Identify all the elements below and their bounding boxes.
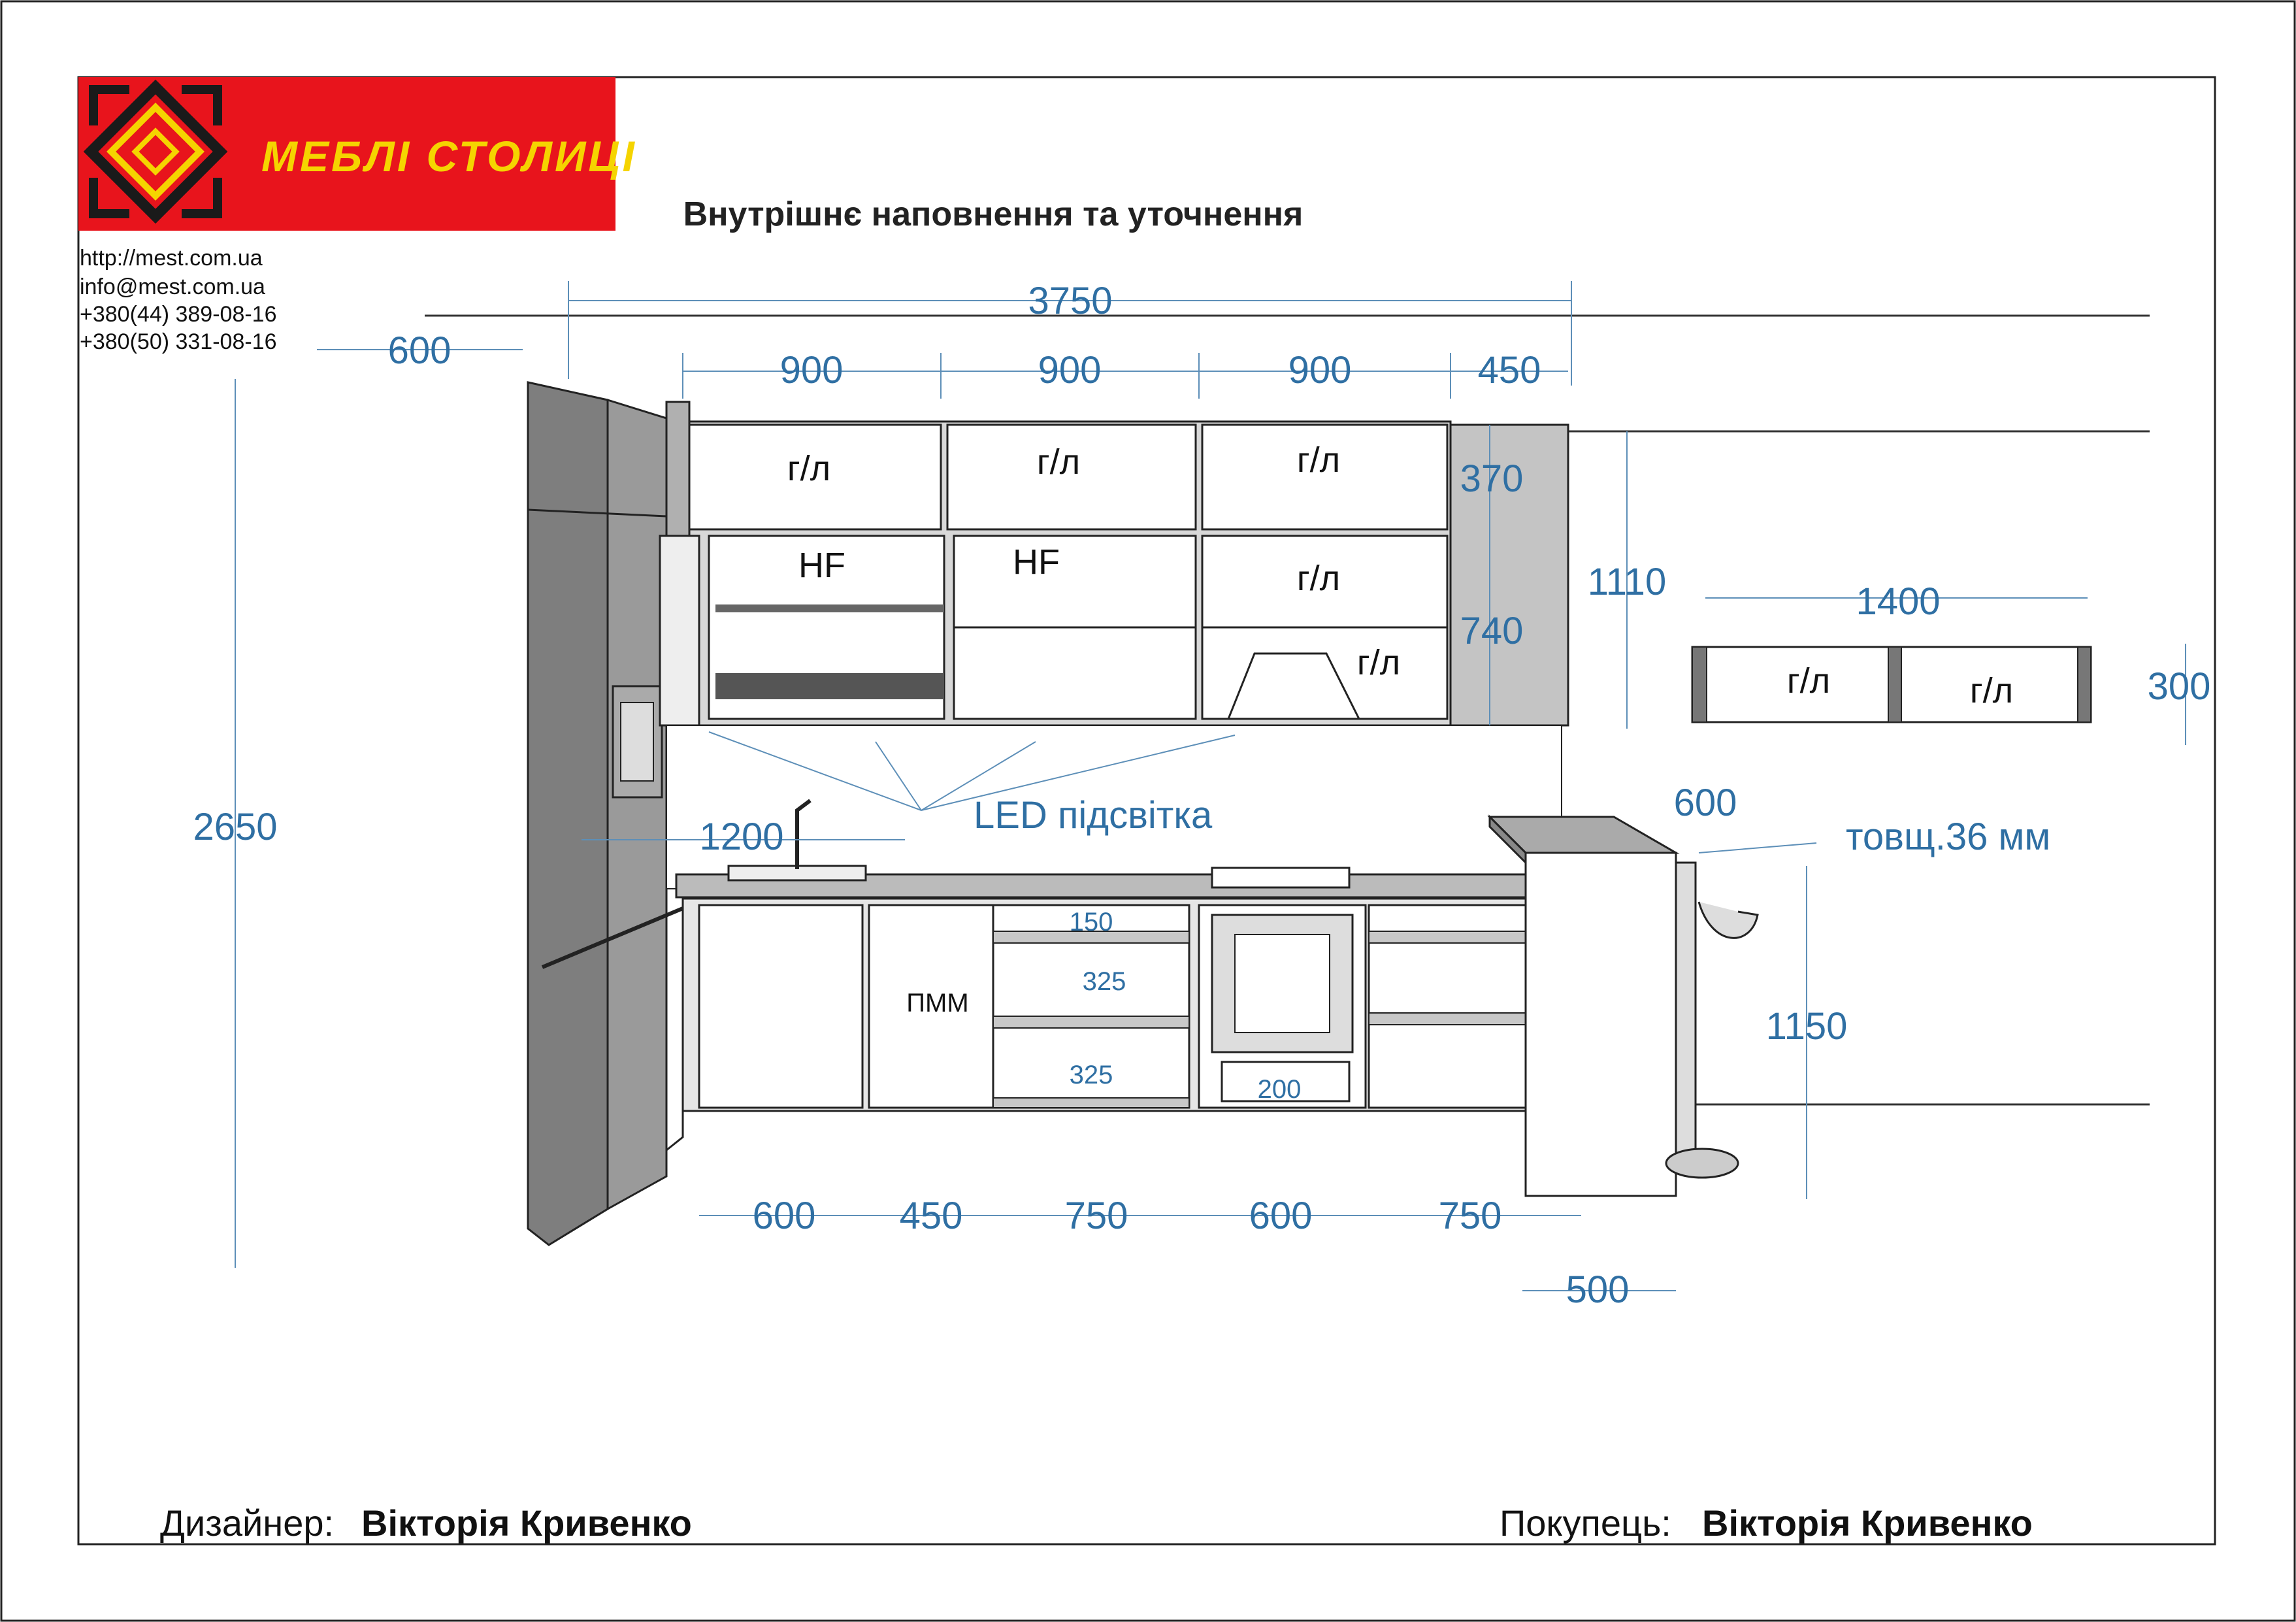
dim-drawer-1: 150 — [1069, 908, 1113, 936]
dim-base-w2: 450 — [899, 1195, 963, 1237]
page-title: Внутрішнє наповнення та уточнення — [683, 195, 1304, 233]
label-gl-5: г/л — [1356, 643, 1401, 682]
contact-phone-2: +380(50) 331-08-16 — [80, 329, 277, 354]
dim-drawer-2: 325 — [1082, 967, 1126, 996]
dim-bar-depth: 600 — [1673, 782, 1737, 824]
dish-rack-top — [715, 604, 944, 612]
dim-base-w5: 750 — [1438, 1195, 1502, 1237]
designer-name: Вікторія Кривенко — [361, 1502, 692, 1544]
dim-base-w3: 750 — [1064, 1195, 1128, 1237]
label-gl-4: г/л — [1296, 559, 1341, 598]
dim-upper-w4: 450 — [1477, 349, 1541, 391]
contact-phone-1: +380(44) 389-08-16 — [80, 302, 277, 327]
dim-upper-h-bottom: 740 — [1460, 610, 1524, 652]
wall-shelf — [1692, 647, 2091, 722]
label-hf-2: HF — [1013, 542, 1060, 582]
dim-bar-thickness: товщ.36 мм — [1846, 816, 2051, 858]
dish-rack-bottom — [715, 673, 944, 699]
dim-upper-w2: 900 — [1038, 349, 1102, 391]
dim-oven-drawer: 200 — [1257, 1075, 1302, 1104]
label-hf-1: HF — [798, 546, 845, 585]
label-led: LED підсвітка — [974, 794, 1213, 836]
label-gl-2: г/л — [1036, 442, 1081, 482]
dim-shelf-height: 300 — [2147, 665, 2211, 708]
dim-sink-span: 1200 — [699, 816, 784, 858]
contact-site[interactable]: http://mest.com.ua — [80, 246, 263, 271]
label-dishwasher: ПММ — [906, 989, 969, 1018]
label-gl-1: г/л — [787, 449, 831, 488]
bar-stool — [1699, 902, 1758, 938]
dim-bar-width: 500 — [1566, 1268, 1630, 1311]
contact-email[interactable]: info@mest.com.ua — [80, 274, 265, 299]
dim-upper-total-h: 1110 — [1587, 561, 1667, 603]
customer-name: Вікторія Кривенко — [1702, 1502, 2033, 1544]
dim-base-w1: 600 — [752, 1195, 816, 1237]
brand-logo — [78, 77, 637, 231]
dim-upper-w3: 900 — [1288, 349, 1352, 391]
dim-upper-w1: 900 — [779, 349, 844, 391]
label-gl-shelf-1: г/л — [1786, 661, 1831, 701]
customer-label: Покупець: — [1500, 1502, 1671, 1544]
dim-upper-h-top: 370 — [1460, 457, 1524, 500]
dim-total-height: 2650 — [193, 806, 278, 848]
dim-total-width: 3750 — [1028, 280, 1113, 322]
dim-shelf-width: 1400 — [1856, 580, 1941, 623]
dim-left-depth: 600 — [387, 329, 451, 372]
dim-base-w4: 600 — [1249, 1195, 1313, 1237]
hob — [1212, 868, 1349, 887]
bar-counter — [1490, 817, 1758, 1196]
label-gl-shelf-2: г/л — [1969, 671, 2014, 710]
label-gl-3: г/л — [1296, 440, 1341, 480]
brand-name: МЕБЛІ СТОЛИЦІ — [261, 132, 637, 180]
dim-bar-height: 1150 — [1765, 1005, 1848, 1048]
dim-drawer-3: 325 — [1069, 1061, 1113, 1089]
tall-cabinet — [528, 382, 683, 1245]
designer-label: Дизайнер: — [160, 1502, 335, 1544]
